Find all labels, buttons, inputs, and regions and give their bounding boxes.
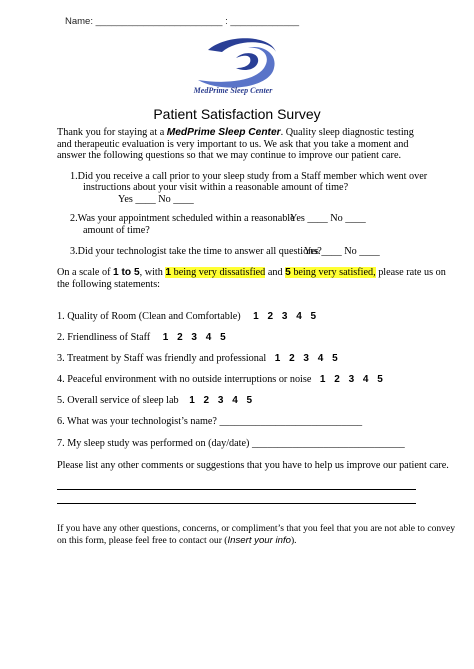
center-name: MedPrime Sleep Center <box>166 127 281 138</box>
rating-scale[interactable]: 1 2 3 4 5 <box>189 395 253 406</box>
footer-text-pre: on this form, please feel free to contact our ( <box>57 535 228 546</box>
scale-text-3: please rate us on <box>375 267 446 278</box>
rating-scale[interactable]: 1 2 3 4 5 <box>274 353 338 364</box>
scale-low-label: being very dissatisfied <box>171 267 266 278</box>
open-question-7 <box>57 438 405 450</box>
scale-high-label: being very satisfied, <box>290 267 376 278</box>
scale-and: and <box>265 267 286 278</box>
rating-row <box>57 395 252 407</box>
rating-row <box>57 332 226 344</box>
open-question-6 <box>57 416 362 428</box>
rating-scale[interactable]: 1 2 3 4 5 <box>162 332 226 343</box>
scale-instruction-line2: the following statements: <box>57 279 160 290</box>
technologist-name-blank[interactable]: ____________________________ <box>219 416 363 427</box>
rating-scale[interactable]: 1 2 3 4 5 <box>253 311 317 322</box>
intro-part2: . Quality sleep diagnostic testing and therapeutic evaluation is very important to us. We ask that you take a moment and answer the following questions so that we may continue to improve our patient care. <box>57 127 414 162</box>
question-2-answer[interactable]: Yes ____ No ____ <box>290 213 366 224</box>
rating-label: 4. Peaceful environment with no outside interruptions or noise <box>57 374 312 385</box>
rating-label: 2. Friendliness of Staff <box>57 332 151 343</box>
comments-prompt: Please list any other comments or suggestions that you have to help us improve our patient care. <box>57 460 449 471</box>
open-question-label: 6. What was your technologist’s name? <box>57 416 217 427</box>
high-highlight <box>285 267 376 278</box>
insert-info: Insert your info <box>227 535 291 546</box>
study-date-blank[interactable]: ______________________________ <box>251 438 405 449</box>
scale-text-2: , with <box>139 267 166 278</box>
rating-label: 3. Treatment by Staff was friendly and professional <box>57 353 267 364</box>
comment-line[interactable] <box>57 503 416 504</box>
footer-text-post: ). <box>290 535 297 546</box>
scale-one: 1 <box>165 267 172 278</box>
footer-line2 <box>57 535 297 547</box>
question-3-answer[interactable]: Yes ____ No ____ <box>304 246 380 257</box>
comment-line[interactable] <box>57 489 416 490</box>
low-highlight <box>165 267 265 278</box>
scale-instruction-line1 <box>57 267 446 279</box>
name-date-separator: : <box>225 16 228 27</box>
scale-five: 5 <box>285 267 291 278</box>
scale-text-1: On a scale of <box>57 267 114 278</box>
rating-label: 1. Quality of Room (Clean and Comfortable) <box>57 311 241 322</box>
scale-range: 1 to 5 <box>113 267 140 278</box>
question-2-line1: 2.Was your appointment scheduled within a reasonable <box>70 213 295 224</box>
date-blank[interactable]: _____________ <box>230 16 300 27</box>
open-question-label: 7. My sleep study was performed on (day/date) <box>57 438 250 449</box>
rating-row <box>57 374 383 386</box>
rating-label: 5. Overall service of sleep lab <box>57 395 179 406</box>
name-date-line <box>65 16 299 27</box>
question-3-line1: 3.Did your technologist take the time to answer all questions? <box>70 246 322 257</box>
question-2-line2: amount of time? <box>83 225 150 236</box>
page-title: Patient Satisfaction Survey <box>153 106 321 122</box>
question-1-answer[interactable]: Yes ____ No ____ <box>118 194 194 205</box>
rating-row <box>57 353 338 365</box>
question-1-line1: 1.Did you receive a call prior to your sleep study from a Staff member which went over <box>70 171 428 182</box>
name-blank[interactable]: ________________________ <box>95 16 223 27</box>
intro-paragraph <box>57 127 417 162</box>
name-label: Name: <box>65 16 93 27</box>
rating-scale[interactable]: 1 2 3 4 5 <box>319 374 383 385</box>
question-1-line2: instructions about your visit within a reasonable amount of time? <box>83 182 349 193</box>
logo-text: MedPrime Sleep Center <box>193 86 273 95</box>
intro-part1: Thank you for staying at a <box>57 127 167 138</box>
rating-row <box>57 311 316 323</box>
footer-line1: If you have any other questions, concerns, or compliment’s that you feel that you are not able to convey <box>57 523 456 534</box>
